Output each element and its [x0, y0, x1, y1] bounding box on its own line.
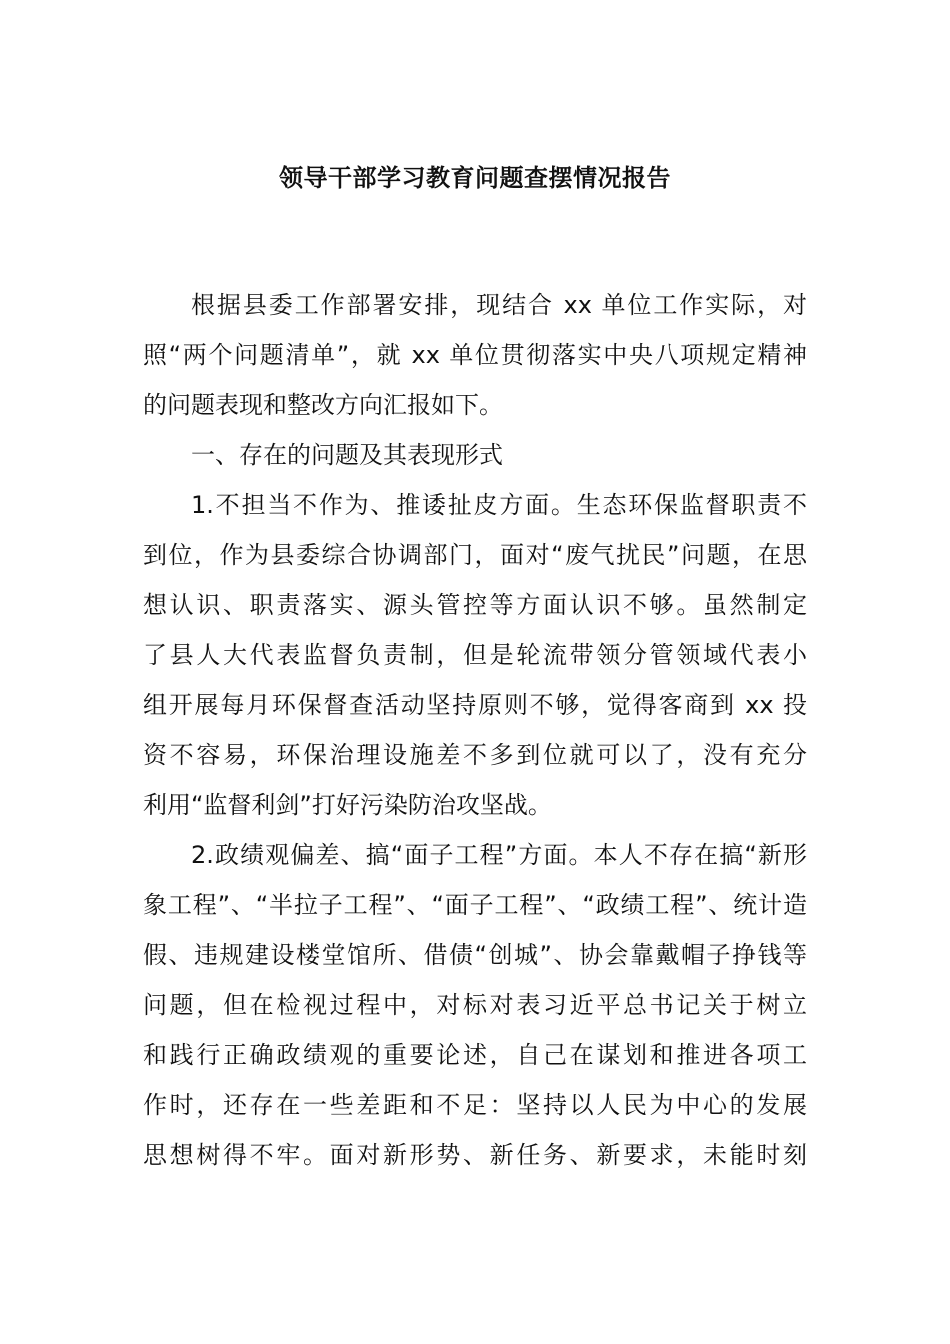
- paragraph-line: 照“两个问题清单”，就 xx 单位贯彻落实中央八项规定精神: [143, 341, 807, 369]
- paragraph-line: 假、违规建设楼堂馆所、借债“创城”、协会靠戴帽子挣钱等: [143, 941, 807, 969]
- paragraph-line: 想认识、职责落实、源头管控等方面认识不够。虽然制定: [143, 591, 807, 619]
- section-heading: 一、存在的问题及其表现形式: [191, 441, 503, 469]
- document-title: 领导干部学习教育问题查摆情况报告: [279, 164, 671, 192]
- paragraph-line: 2.政绩观偏差、搞“面子工程”方面。本人不存在搞“新形: [191, 841, 807, 869]
- paragraph-line: 问题，但在检视过程中，对标对表习近平总书记关于树立: [143, 991, 807, 1019]
- paragraph-line: 和践行正确政绩观的重要论述，自己在谋划和推进各项工: [143, 1041, 807, 1069]
- document-body: [143, 280, 807, 1180]
- paragraph-line: 的问题表现和整改方向汇报如下。: [143, 391, 503, 419]
- paragraph-line: 利用“监督利剑”打好污染防治攻坚战。: [143, 791, 552, 819]
- paragraph-line: 了县人大代表监督负责制，但是轮流带领分管领域代表小: [143, 641, 807, 669]
- paragraph-line: 组开展每月环保督查活动坚持原则不够，觉得客商到 xx 投: [143, 691, 807, 719]
- paragraph-line: 象工程”、“半拉子工程”、“面子工程”、“政绩工程”、统计造: [143, 891, 807, 919]
- paragraph-line: 根据县委工作部署安排，现结合 xx 单位工作实际，对: [191, 291, 807, 319]
- paragraph-line: 资不容易，环保治理设施差不多到位就可以了，没有充分: [143, 741, 807, 769]
- paragraph-line: 思想树得不牢。面对新形势、新任务、新要求，未能时刻: [143, 1141, 807, 1169]
- paragraph-line: 到位，作为县委综合协调部门，面对“废气扰民”问题，在思: [143, 541, 807, 569]
- paragraph-line: 作时，还存在一些差距和不足：坚持以人民为中心的发展: [143, 1091, 807, 1119]
- paragraph-line: 1.不担当不作为、推诿扯皮方面。生态环保监督职责不: [191, 491, 807, 519]
